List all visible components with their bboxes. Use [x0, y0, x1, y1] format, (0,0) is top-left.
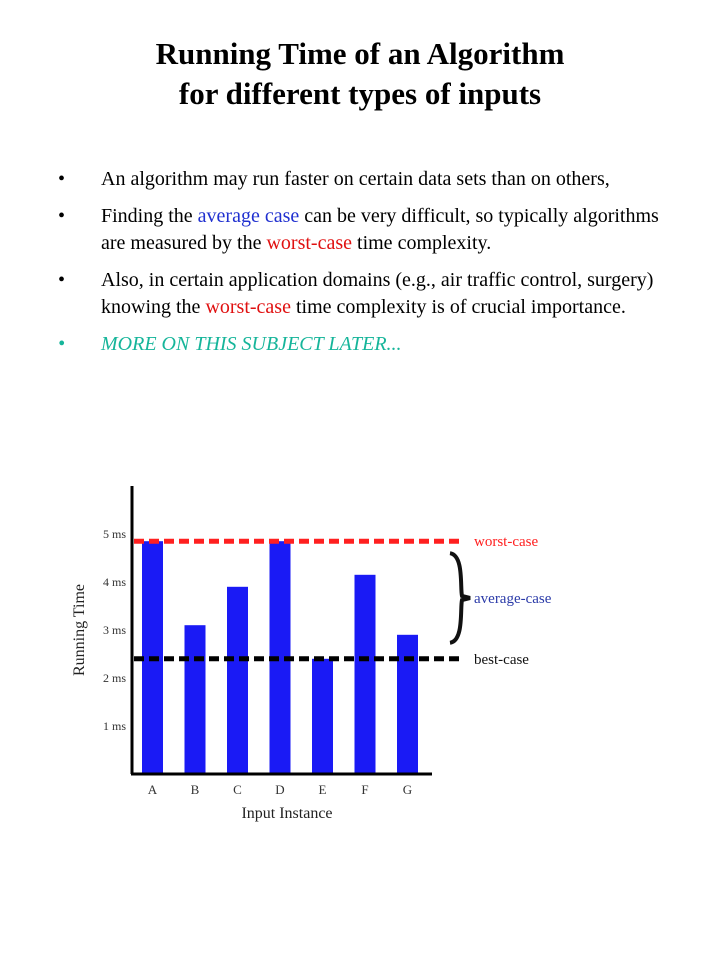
- bullet-dot: •: [58, 168, 66, 190]
- best-case-label: best-case: [474, 651, 529, 668]
- average-case-highlight: average case: [197, 205, 300, 227]
- slide-title-line2: for different types of inputs: [178, 76, 542, 111]
- bullet-text-part: time complexity.: [352, 232, 492, 254]
- y-tick-label: 5 ms: [102, 527, 126, 541]
- worst-case-label: worst-case: [474, 534, 539, 551]
- worst-case-highlight: worst-case: [266, 232, 353, 254]
- x-tick-label: B: [190, 782, 200, 797]
- bar-C: [227, 587, 248, 774]
- bullet-text-part: Finding the: [101, 205, 198, 227]
- x-tick-label: C: [233, 782, 242, 797]
- running-time-chart: [62, 480, 582, 830]
- bullet-item: [58, 267, 668, 321]
- bullet-text-part: can be very difficult, so typically algorithms are measured by the: [101, 205, 659, 254]
- bullet-text-part: time complexity is of crucial importance.: [290, 296, 626, 318]
- x-axis-title: Input Instance: [241, 805, 333, 822]
- y-axis-title: Running Time: [71, 583, 88, 677]
- bar-E: [312, 659, 333, 774]
- y-tick-label: 1 ms: [102, 719, 126, 733]
- bullet-item: [58, 166, 668, 193]
- bar-B: [185, 625, 206, 774]
- bullet-dot: •: [58, 269, 66, 291]
- x-tick-label: F: [361, 782, 369, 797]
- bullet-text: An algorithm may run faster on certain data sets than on others,: [101, 168, 610, 190]
- bullet-dot: •: [58, 205, 66, 227]
- bar-F: [355, 575, 376, 774]
- bullet-list: [58, 166, 668, 368]
- bullet-item: [58, 203, 668, 257]
- y-tick-label: 3 ms: [102, 623, 126, 637]
- y-tick-label: 4 ms: [102, 575, 126, 589]
- x-tick-label: A: [147, 782, 158, 797]
- slide-title-line1: Running Time of an Algorithm: [155, 36, 565, 71]
- x-tick-label: D: [275, 782, 285, 797]
- bullet-item: [58, 331, 668, 358]
- worst-case-highlight: worst-case: [205, 296, 291, 318]
- curly-brace-icon: [450, 553, 470, 643]
- x-tick-label: G: [402, 782, 413, 797]
- bullet-text: MORE ON THIS SUBJECT LATER...: [101, 333, 402, 355]
- y-tick-label: 2 ms: [102, 671, 126, 685]
- bar-G: [397, 635, 418, 774]
- average-case-label: average-case: [474, 591, 552, 607]
- slide-title: [0, 34, 720, 114]
- x-tick-label: E: [318, 782, 327, 797]
- bullet-dot: •: [58, 333, 66, 355]
- bullet-text-part: Also, in certain application domains (e.g., air traffic control, surgery) knowing the: [101, 269, 654, 318]
